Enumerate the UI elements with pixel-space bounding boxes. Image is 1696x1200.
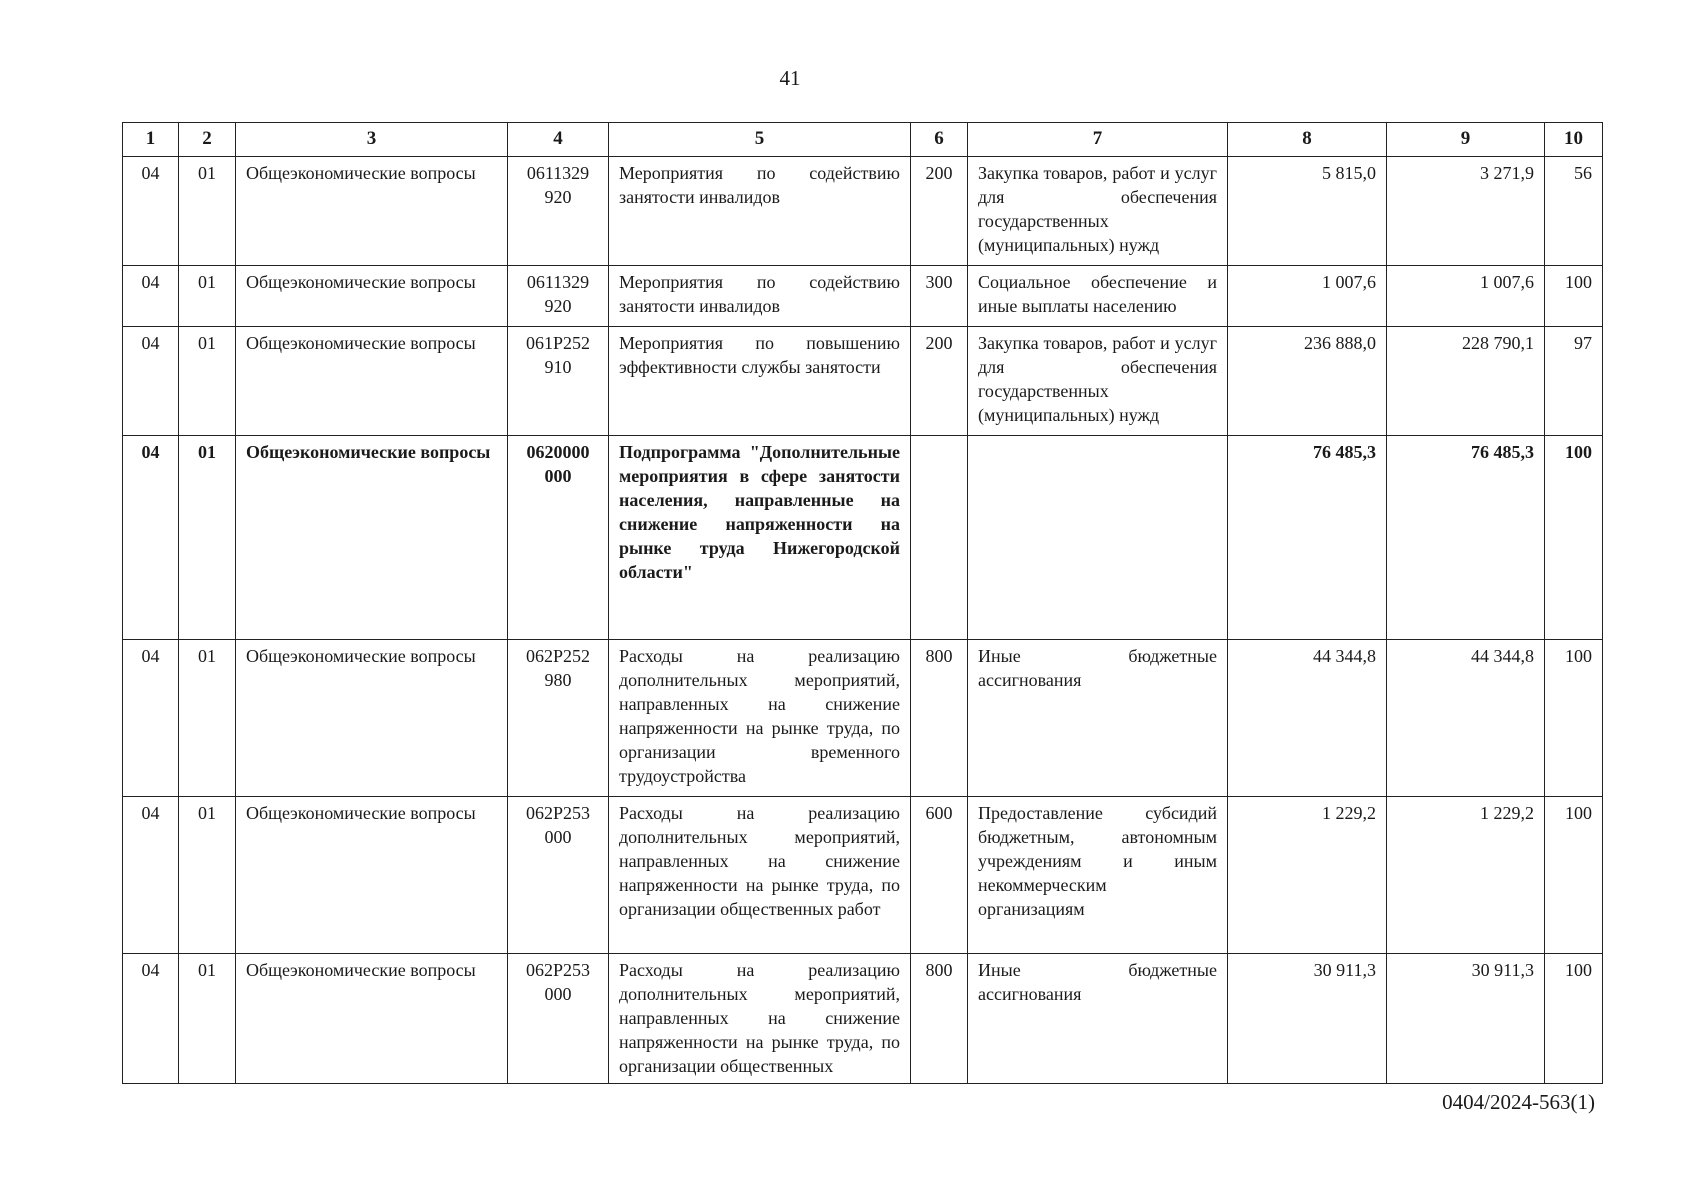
column-header-10: 10 [1545,123,1603,157]
percent-cell: 100 [1545,266,1603,327]
target-article-cell: 062P253 000 [508,797,609,954]
article-name-cell: Мероприятия по повышению эффективности службы занятости [609,327,911,436]
target-article-cell: 0611329 920 [508,157,609,266]
target-article-cell: 0611329 920 [508,266,609,327]
subsection-cell: 01 [179,436,236,640]
section-cell: 04 [123,327,179,436]
planned-amount-cell: 76 485,3 [1228,436,1387,640]
subsection-cell: 01 [179,797,236,954]
percent-cell: 100 [1545,640,1603,797]
planned-amount-cell: 1 007,6 [1228,266,1387,327]
column-header-6: 6 [911,123,968,157]
expense-type-cell: 300 [911,266,968,327]
section-cell: 04 [123,266,179,327]
expense-type-cell: 600 [911,797,968,954]
article-name-cell: Расходы на реализацию дополнительных мероприятий, направленных на снижение напряженности на рынке труда, по организации общественных работ [609,797,911,954]
section-cell: 04 [123,157,179,266]
article-name-cell: Расходы на реализацию дополнительных мероприятий, направленных на снижение напряженности на рынке труда, по организации общественных [609,954,911,1084]
target-article-cell: 062P253 000 [508,954,609,1084]
section-name-cell: Общеэкономические вопросы [236,157,508,266]
column-header-4: 4 [508,123,609,157]
actual-amount-cell: 30 911,3 [1387,954,1545,1084]
actual-amount-cell: 1 229,2 [1387,797,1545,954]
page-number: 41 [779,66,801,90]
section-cell: 04 [123,436,179,640]
subsection-cell: 01 [179,954,236,1084]
target-article-cell: 0620000 000 [508,436,609,640]
subsection-cell: 01 [179,327,236,436]
actual-amount-cell: 1 007,6 [1387,266,1545,327]
expense-type-name-cell: Предоставление субсидий бюджетным, автономным учреждениям и иным некоммерческим организациям [968,797,1228,954]
section-name-cell: Общеэкономические вопросы [236,266,508,327]
expense-type-name-cell: Иные бюджетные ассигнования [968,954,1228,1084]
section-name-cell: Общеэкономические вопросы [236,327,508,436]
percent-cell: 100 [1545,436,1603,640]
expense-type-name-cell: Иные бюджетные ассигнования [968,640,1228,797]
target-article-cell: 062P252 980 [508,640,609,797]
actual-amount-cell: 44 344,8 [1387,640,1545,797]
percent-cell: 56 [1545,157,1603,266]
column-header-8: 8 [1228,123,1387,157]
expense-type-cell [911,436,968,640]
section-name-cell: Общеэкономические вопросы [236,436,508,640]
expense-type-cell: 200 [911,327,968,436]
header-row [123,123,1603,157]
column-header-5: 5 [609,123,911,157]
column-header-3: 3 [236,123,508,157]
target-article-cell: 061P252 910 [508,327,609,436]
section-cell: 04 [123,797,179,954]
planned-amount-cell: 5 815,0 [1228,157,1387,266]
document-code: 0404/2024-563(1) [1442,1090,1595,1114]
planned-amount-cell: 30 911,3 [1228,954,1387,1084]
table-row [123,157,1603,266]
section-name-cell: Общеэкономические вопросы [236,797,508,954]
budget-table [122,122,1603,1084]
table-header [123,123,1603,157]
subsection-cell: 01 [179,157,236,266]
planned-amount-cell: 1 229,2 [1228,797,1387,954]
section-cell: 04 [123,954,179,1084]
table-row [123,954,1603,1084]
planned-amount-cell: 236 888,0 [1228,327,1387,436]
percent-cell: 100 [1545,797,1603,954]
section-cell: 04 [123,640,179,797]
expense-type-cell: 200 [911,157,968,266]
section-name-cell: Общеэкономические вопросы [236,954,508,1084]
expense-type-name-cell: Закупка товаров, работ и услуг для обеспечения государственных (муниципальных) нужд [968,157,1228,266]
expense-type-name-cell: Закупка товаров, работ и услуг для обеспечения государственных (муниципальных) нужд [968,327,1228,436]
subprogram-row [123,436,1603,640]
percent-cell: 97 [1545,327,1603,436]
column-header-2: 2 [179,123,236,157]
actual-amount-cell: 76 485,3 [1387,436,1545,640]
table-row [123,797,1603,954]
article-name-cell: Мероприятия по содействию занятости инвалидов [609,266,911,327]
table-row [123,327,1603,436]
table-row [123,266,1603,327]
article-name-cell: Расходы на реализацию дополнительных мероприятий, направленных на снижение напряженности на рынке труда, по организации временного трудоустройства [609,640,911,797]
article-name-cell: Мероприятия по содействию занятости инвалидов [609,157,911,266]
article-name-cell: Подпрограмма "Дополнительные мероприятия в сфере занятости населения, направленные на снижение напряженности на рынке труда Нижегородской области" [609,436,911,640]
subsection-cell: 01 [179,266,236,327]
planned-amount-cell: 44 344,8 [1228,640,1387,797]
column-header-7: 7 [968,123,1228,157]
column-header-9: 9 [1387,123,1545,157]
expense-type-cell: 800 [911,954,968,1084]
actual-amount-cell: 228 790,1 [1387,327,1545,436]
subsection-cell: 01 [179,640,236,797]
table-body [123,157,1603,1084]
table-row [123,640,1603,797]
section-name-cell: Общеэкономические вопросы [236,640,508,797]
column-header-1: 1 [123,123,179,157]
expense-type-name-cell: Социальное обеспечение и иные выплаты населению [968,266,1228,327]
expense-type-cell: 800 [911,640,968,797]
percent-cell: 100 [1545,954,1603,1084]
actual-amount-cell: 3 271,9 [1387,157,1545,266]
expense-type-name-cell [968,436,1228,640]
